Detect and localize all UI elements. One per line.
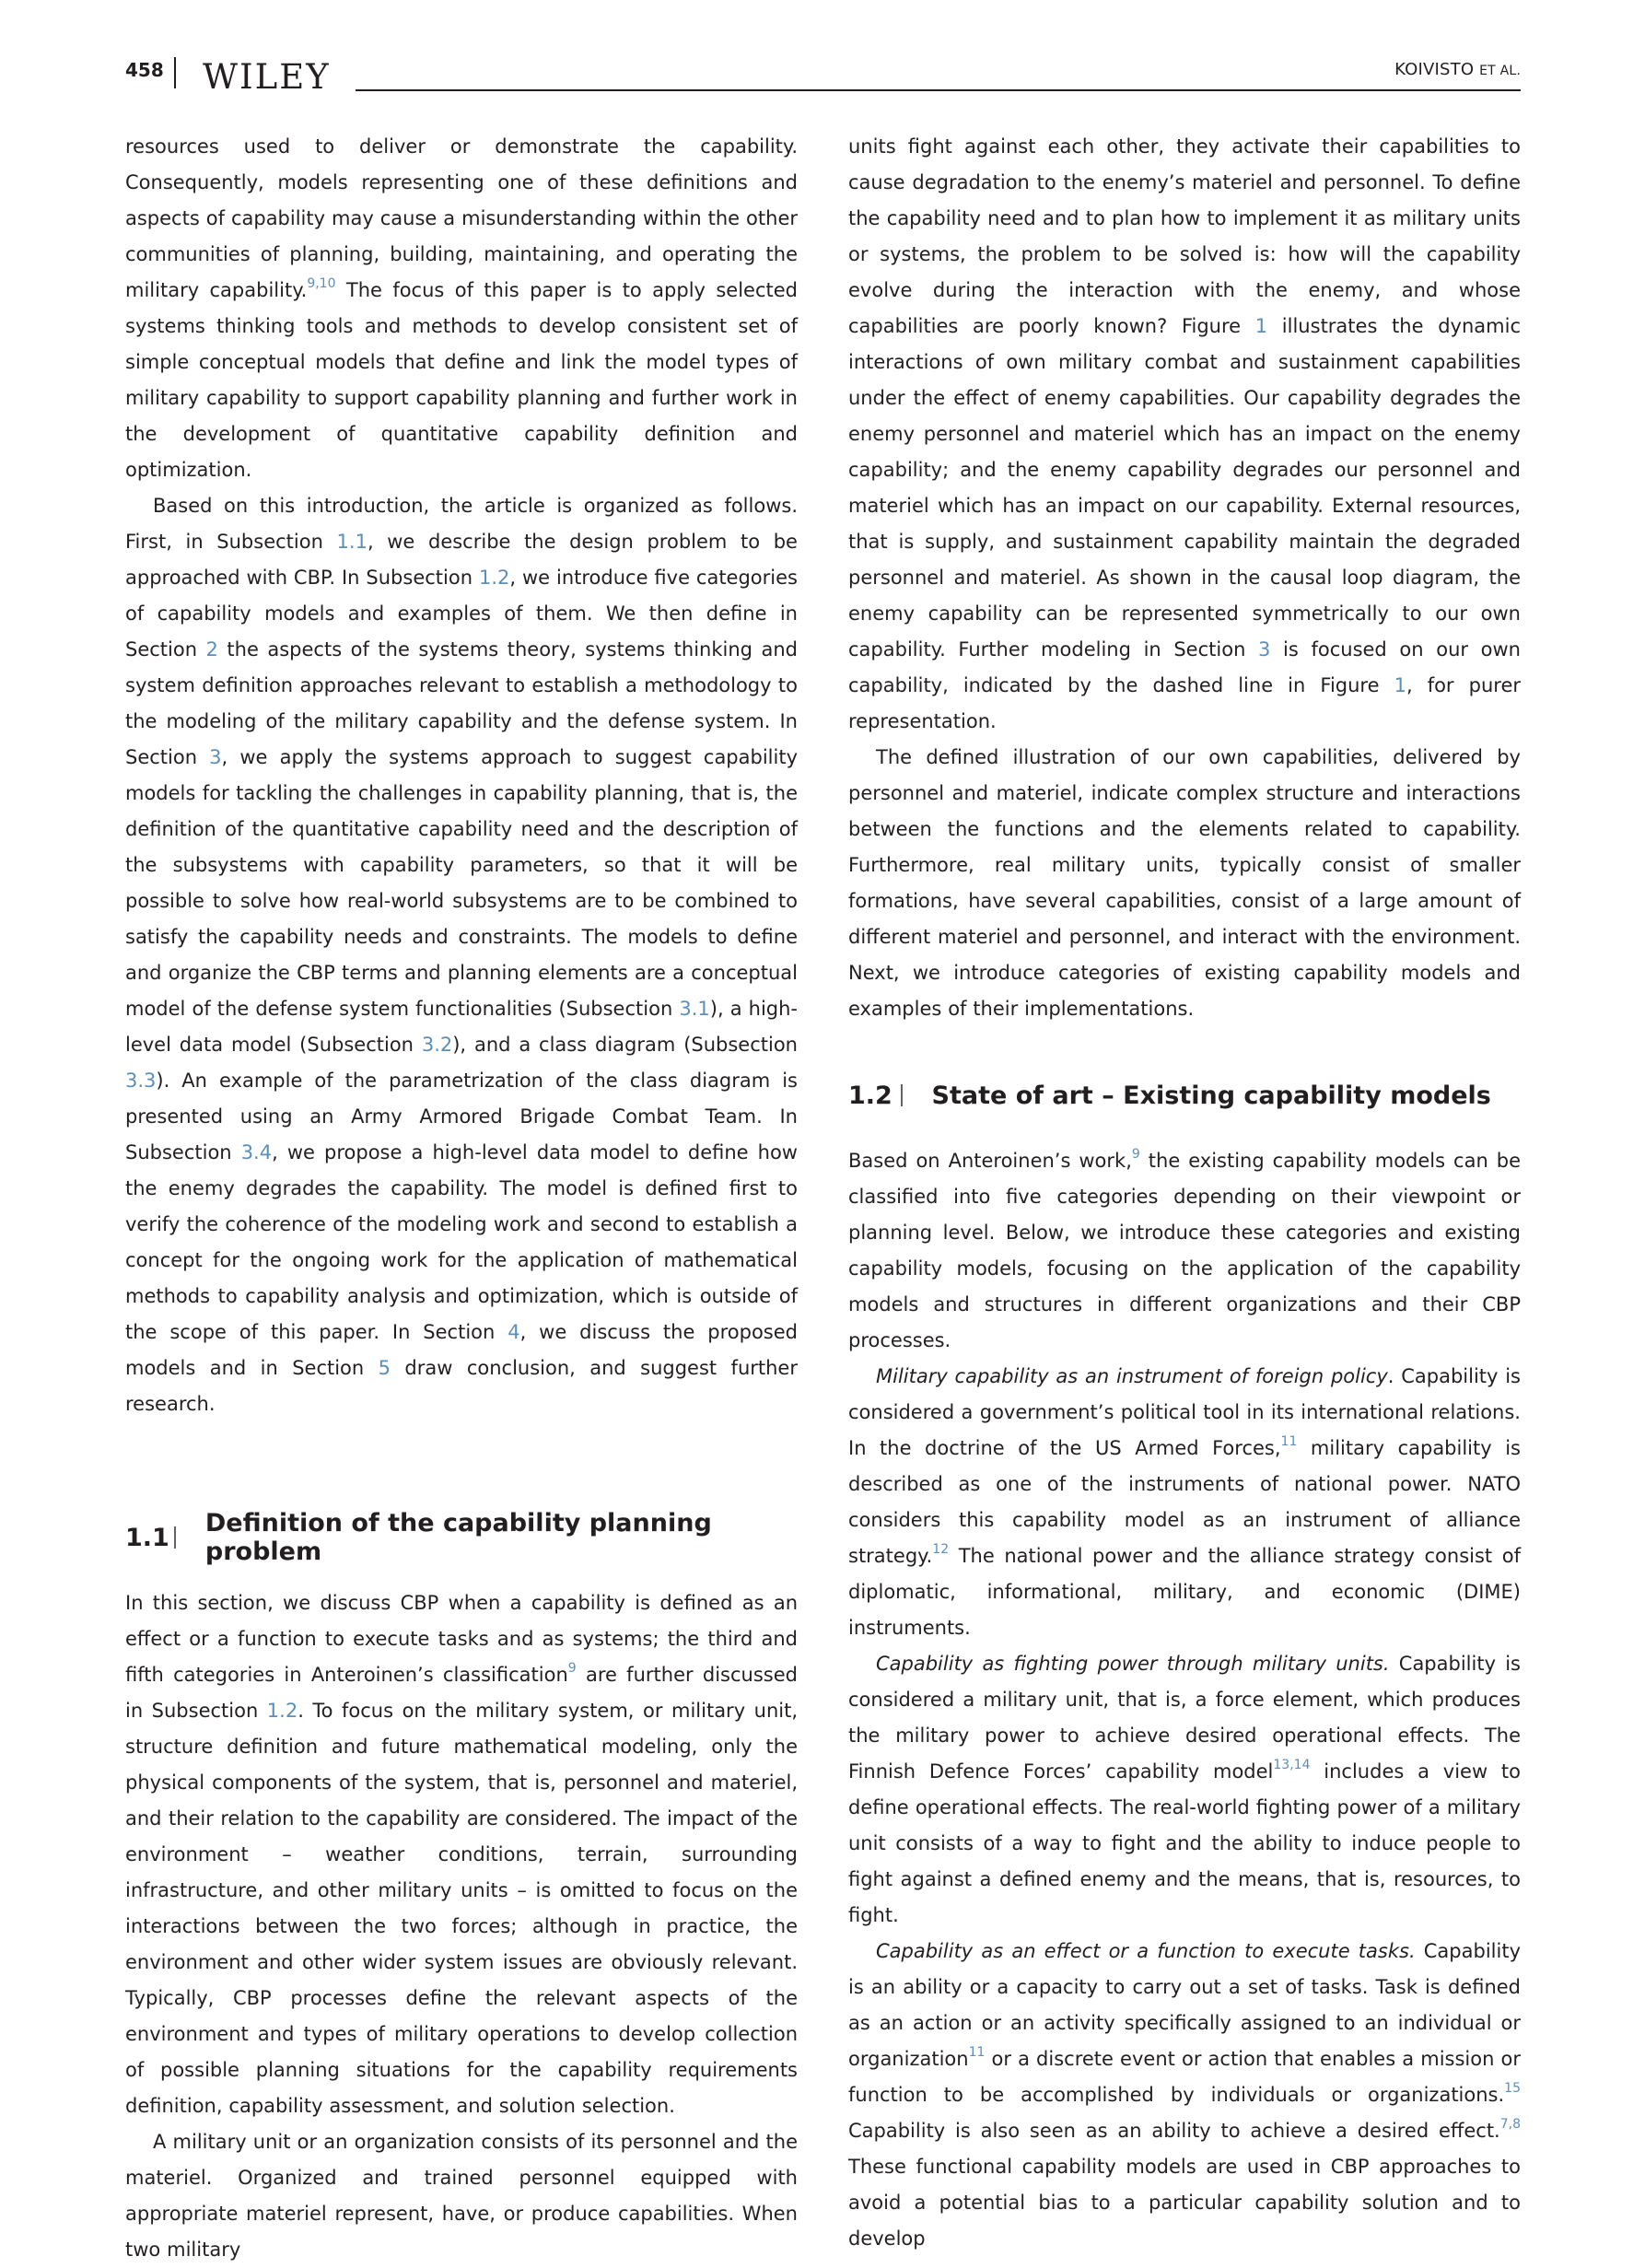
section-number: 1.2 bbox=[848, 1081, 892, 1110]
citation-superscript[interactable]: 11 bbox=[1280, 1434, 1298, 1449]
citation-superscript[interactable]: 13,14 bbox=[1273, 1758, 1311, 1772]
paragraph: Capability as fighting power through military units. Capability is considered a military unit, that is, a force element, which produces the military power to achieve desired operational effects. The Finnish Defence Forces’ capability model$^{13,14}$ includes a view to define operational effects. The real-world fighting power of a military unit consists of a way to fight and the ability to induce people to fight against a defined enemy and the means, that is, resources, to fight. bbox=[848, 1653, 1521, 1926]
italic-run-in-heading: Capability as an effect or a function to execute tasks. bbox=[876, 1940, 1416, 1962]
heading-divider bbox=[901, 1084, 903, 1106]
running-head-suffix: ET AL. bbox=[1479, 64, 1521, 78]
cross-reference-link[interactable]: 1 bbox=[1254, 315, 1268, 337]
cross-reference-link[interactable]: 2 bbox=[205, 638, 218, 661]
publisher-logo: WILEY bbox=[203, 57, 331, 97]
paragraph: In this section, we discuss CBP when a capability is defined as an effect or a function to execute tasks and as systems; the third and fifth categories in Anteroinen’s classification$^9$ are further discussed in Subsection 1.2. To focus on the military system, or military unit, structure definition and future mathematical modeling, only the physical components of the system, that is, personnel and materiel, and their relation to the capability are considered. The impact of the environment – weather conditions, terrain, surrounding infrastructure, and other military units – is omitted to focus on the interactions between the two forces; although in practice, the environment and other wider system issues are obviously relevant. Typically, CBP processes define the relevant aspects of the environment and types of military operations to develop collection of possible planning situations for the capability requirements definition, capability assessment, and solution selection. bbox=[125, 1592, 799, 2117]
right-column bbox=[848, 129, 1521, 2257]
left-column bbox=[125, 129, 798, 2268]
cross-reference-link[interactable]: 3.1 bbox=[679, 998, 710, 1020]
cross-reference-link[interactable]: 1.2 bbox=[266, 1700, 298, 1722]
header-rule bbox=[356, 89, 1521, 91]
paragraph: Based on Anteroinen’s work,$^9$ the existing capability models can be classified into five categories depending on their viewpoint or planning level. Below, we introduce these categories and existing capability models, focusing on the application of the capability models and structures in different organizations and their CBP processes. bbox=[848, 1147, 1521, 1351]
section-heading-1-2 bbox=[848, 1072, 1521, 1118]
paragraph: Based on this introduction, the article is organized as follows. First, in Subsection 1.1, we describe the design problem to be approached with CBP. In Subsection 1.2, we introduce five categories of capability models and examples of them. We then define in Section 2 the aspects of the systems theory, systems thinking and system definition approaches relevant to establish a methodology to the modeling of the military capability and the defense system. In Section 3, we apply the systems approach to suggest capability models for tackling the challenges in capability planning, that is, the definition of the quantitative capability need and the description of the subsystems with capability parameters, so that it will be possible to solve how real-world subsystems are to be combined to satisfy the capability needs and constraints. The models to define and organize the CBP terms and planning elements are a conceptual model of the defense system functionalities (Subsection 3.1), a high-level data model (Subsection 3.2), and a class diagram (Subsection 3.3). An example of the parametrization of the class diagram is presented using an Army Armored Brigade Combat Team. In Subsection 3.4, we propose a high-level data model to define how the enemy degrades the capability. The model is defined first to verify the coherence of the modeling work and second to establish a concept for the ongoing work for the application of mathematical methods to capability analysis and optimization, which is outside of the scope of this paper. In Section 4, we discuss the proposed models and in Section 5 draw conclusion, and suggest further research. bbox=[125, 495, 799, 1415]
cross-reference-link[interactable]: 3.4 bbox=[240, 1141, 273, 1163]
cross-reference-link[interactable]: 1.2 bbox=[478, 567, 510, 589]
italic-run-in-heading: Capability as fighting power through military units. bbox=[876, 1653, 1390, 1675]
cross-reference-link[interactable]: 3 bbox=[1258, 638, 1271, 661]
section-heading-1-1 bbox=[125, 1509, 798, 1566]
cross-reference-link[interactable]: 1.1 bbox=[336, 531, 368, 553]
section-number: 1.1 bbox=[125, 1523, 169, 1552]
cross-reference-link[interactable]: 4 bbox=[508, 1321, 520, 1343]
citation-superscript[interactable]: 11 bbox=[968, 2045, 986, 2060]
paragraph: resources used to deliver or demonstrate the capability. Consequently, models representing one of these definitions and aspects of capability may cause a misunderstanding within the other communities of planning, building, maintaining, and operating the military capability.$^{9,10}$ The focus of this paper is to apply selected systems thinking tools and methods to develop consistent set of simple conceptual models that define and link the model types of military capability to support capability planning and further work in the development of quantitative capability definition and optimization. bbox=[125, 135, 798, 481]
italic-run-in-heading: Military capability as an instrument of foreign policy bbox=[876, 1365, 1388, 1387]
paragraph: Capability as an effect or a function to execute tasks. Capability is an ability or a capacity to carry out a set of tasks. Task is defined as an action or an activity specifically assigned to an individual or organization$^{11}$ or a discrete event or action that enables a mission or function to be accomplished by individuals or organizations.$^{15}$ Capability is also seen as an ability to achieve a desired effect.$^{7,8}$ These functional capability models are used in CBP approaches to avoid a potential bias to a particular capability solution and to develop bbox=[848, 1940, 1521, 2250]
citation-superscript[interactable]: 9 bbox=[567, 1661, 577, 1676]
heading-divider bbox=[174, 1526, 175, 1549]
paragraph: The defined illustration of our own capabilities, delivered by personnel and materiel, indicate complex structure and interactions between the functions and the elements related to capability. Furthermore, real military units, typically consist of smaller formations, have several capabilities, consist of a large amount of different materiel and personnel, and interact with the environment. Next, we introduce categories of existing capability models and examples of their implementations. bbox=[848, 746, 1521, 1020]
paragraph: units fight against each other, they activate their capabilities to cause degradation to the enemy’s materiel and personnel. To define the capability need and to plan how to implement it as military units or systems, the problem to be solved is: how will the capability evolve during the interaction with the enemy, and whose capabilities are poorly known? Figure 1 illustrates the dynamic interactions of own military combat and sustainment capabilities under the effect of enemy capabilities. Our capability degrades the enemy personnel and materiel which has an impact on the enemy capability; and the enemy capability degrades our personnel and materiel which has an impact on our capability. External resources, that is supply, and sustainment capability maintain the degraded personnel and materiel. As shown in the causal loop diagram, the enemy capability can be represented symmetrically to our own capability. Further modeling in Section 3 is focused on our own capability, indicated by the dashed line in Figure 1, for purer representation. bbox=[848, 135, 1521, 732]
citation-superscript[interactable]: 9 bbox=[1131, 1147, 1140, 1162]
citation-superscript[interactable]: 12 bbox=[932, 1542, 950, 1557]
cross-reference-link[interactable]: 3.3 bbox=[125, 1070, 157, 1092]
citation-superscript[interactable]: 7,8 bbox=[1499, 2117, 1521, 2132]
cross-reference-link[interactable]: 5 bbox=[378, 1357, 391, 1379]
section-title: Definition of the capability planning problem bbox=[204, 1509, 712, 1566]
page-number: 458 bbox=[125, 59, 164, 81]
page-header bbox=[125, 53, 1521, 99]
section-title: State of art – Existing capability models bbox=[931, 1081, 1491, 1110]
running-head-author: KOIVISTO bbox=[1394, 60, 1475, 79]
cross-reference-link[interactable]: 1 bbox=[1394, 674, 1406, 696]
running-head bbox=[1394, 60, 1521, 79]
header-divider bbox=[174, 57, 176, 88]
cross-reference-link[interactable]: 3 bbox=[209, 746, 222, 768]
cross-reference-link[interactable]: 3.2 bbox=[421, 1034, 453, 1056]
paragraph: Military capability as an instrument of foreign policy. Capability is considered a government’s political tool in its international relations. In the doctrine of the US Armed Forces,$^{11}$ military capability is described as one of the instruments of national power. NATO considers this capability model as an instrument of alliance strategy.$^{12}$ The national power and the alliance strategy consist of diplomatic, informational, military, and economic (DIME) instruments. bbox=[848, 1365, 1521, 1639]
paragraph: A military unit or an organization consists of its personnel and the materiel. Organized and trained personnel equipped with appropriate materiel represent, have, or produce capabilities. When two military bbox=[125, 2131, 798, 2261]
citation-superscript[interactable]: 9,10 bbox=[307, 276, 336, 291]
citation-superscript[interactable]: 15 bbox=[1504, 2081, 1521, 2096]
